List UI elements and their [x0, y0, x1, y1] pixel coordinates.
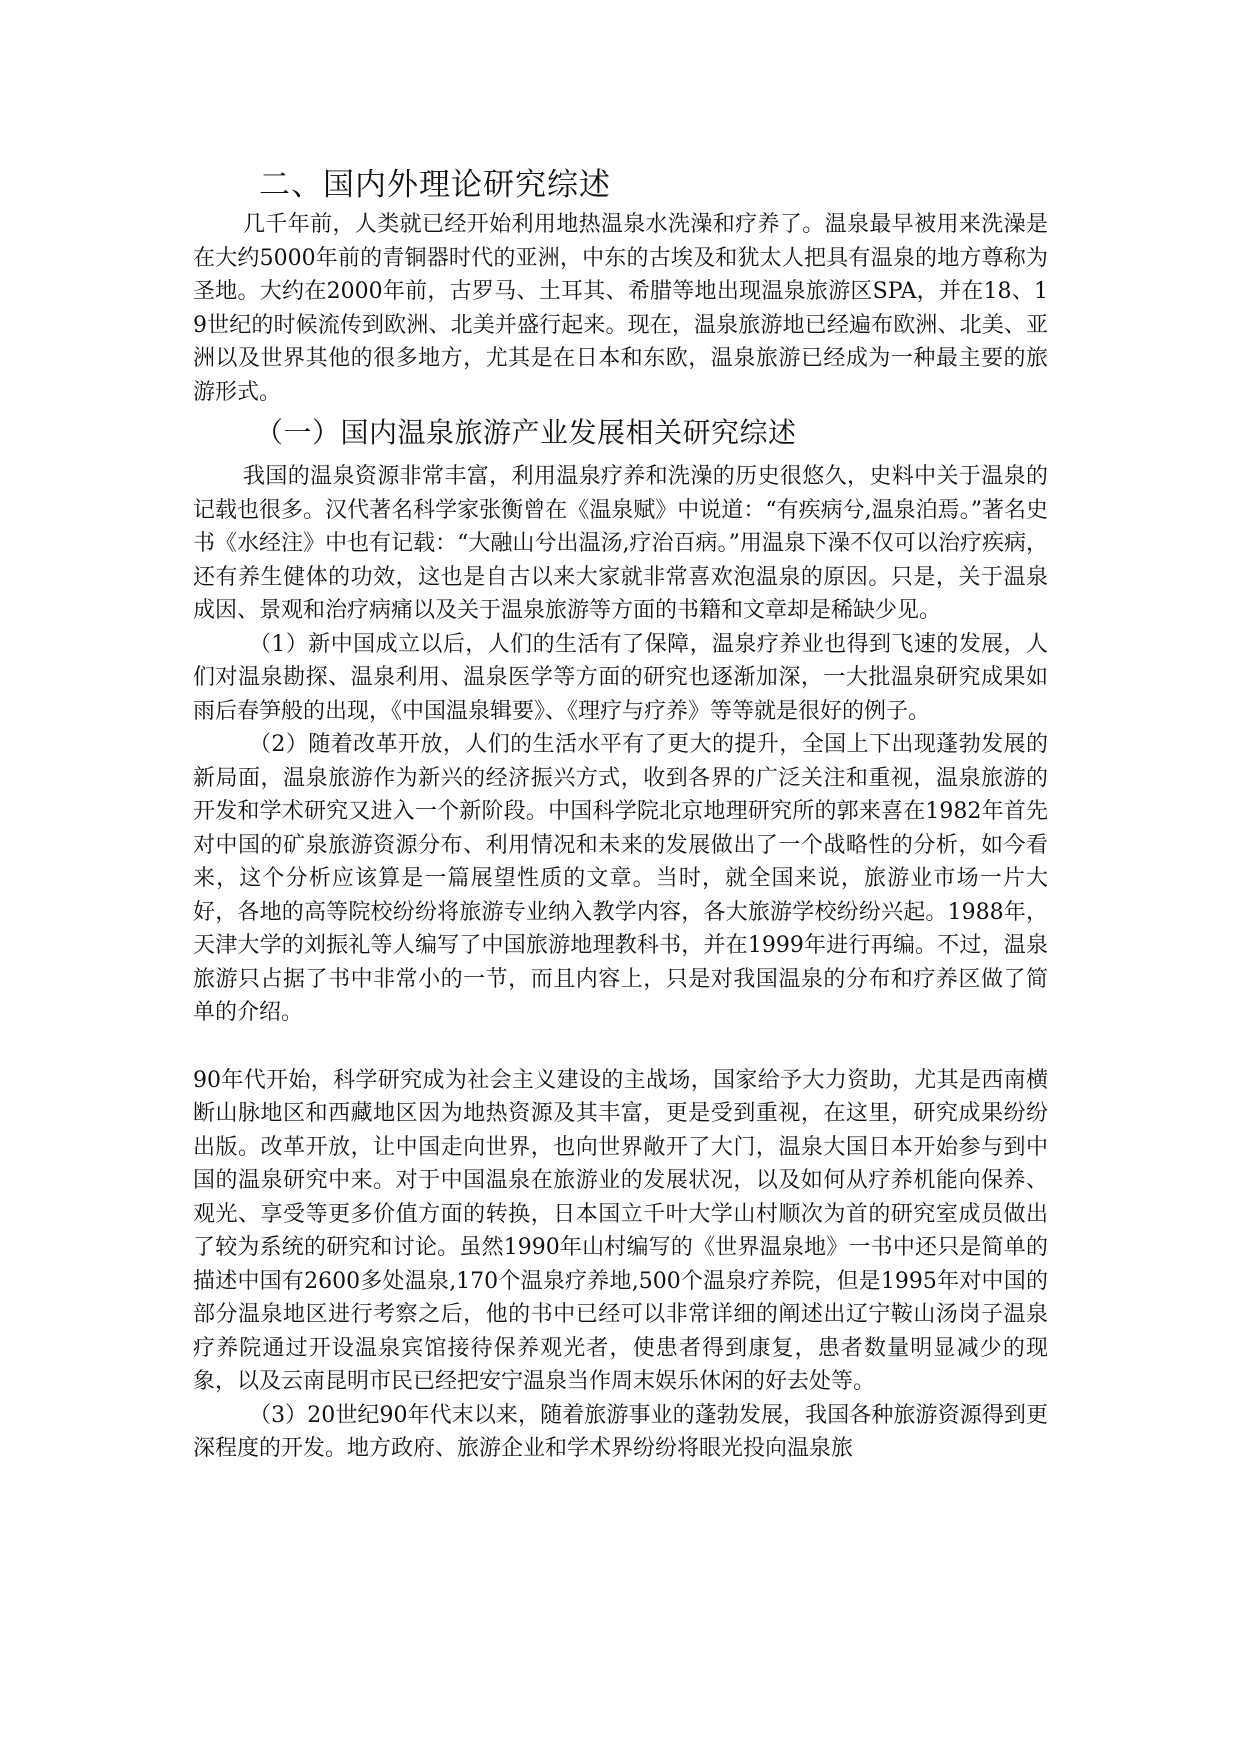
page-content: [193, 165, 1048, 1466]
item-2-paragraph: （2）随着改革开放，人们的生活水平有了更大的提升，全国上下出现蓬勃发展的新局面，温泉旅游作为新兴的经济振兴方式，收到各界的广泛关注和重视，温泉旅游的开发和学术研究又进入一个新阶段。中国科学院北京地理研究所的郭来喜在1982年首先对中国的矿泉旅游资源分布、利用情况和未来的发展做出了一个战略性的分析，如今看来，这个分析应该算是一篇展望性质的文章。当时，就全国来说，旅游业市场一片大好，各地的高等院校纷纷将旅游专业纳入教学内容，各大旅游学校纷纷兴起。1988年，天津大学的刘振礼等人编写了中国旅游地理教科书，并在1999年进行再编。不过，温泉旅游只占据了书中非常小的一节，而且内容上，只是对我国温泉的分布和疗养区做了简单的介绍。: [193, 732, 1048, 1025]
domestic-paragraph: 我国的温泉资源非常丰富，利用温泉疗养和洗澡的历史很悠久，史料中关于温泉的记载也很多。汉代著名科学家张衡曾在《温泉赋》中说道：“有疾病兮,温泉泊焉。”著名史书《水经注》中也有记载：“大融山兮出温汤,疗治百病。”用温泉下澡不仅可以治疗疾病，还有养生健体的功效，这也是自古以来大家就非常喜欢泡温泉的原因。只是，关于温泉成因、景观和治疗病痛以及关于温泉旅游等方面的书籍和文章却是稀缺少见。: [193, 464, 1048, 623]
nineties-paragraph: 90年代开始，科学研究成为社会主义建设的主战场，国家给予大力资助，尤其是西南横断山脉地区和西藏地区因为地热资源及其丰富，更是受到重视，在这里，研究成果纷纷出版。改革开放，让中国走向世界，也向世界敞开了大门，温泉大国日本开始参与到中国的温泉研究中来。对于中国温泉在旅游业的发展状况，以及如何从疗养机能向保养、观光、享受等更多价值方面的转换，日本国立千叶大学山村顺次为首的研究室成员做出了较为系统的研究和讨论。虽然1990年山村编写的《世界温泉地》一书中还只是简单的描述中国有2600多处温泉,170个温泉疗养地,500个温泉疗养院，但是1995年对中国的部分温泉地区进行考察之后，他的书中已经可以非常详细的阐述出辽宁鞍山汤岗子温泉疗养院通过开设温泉宾馆接待保养观光者，使患者得到康复，患者数量明显减少的现象，以及云南昆明市民已经把安宁温泉当作周末娱乐休闲的好去处等。: [193, 1067, 1048, 1394]
paragraph-gap: [193, 1030, 1048, 1064]
intro-paragraph: 几千年前，人类就已经开始利用地热温泉水洗澡和疗养了。温泉最早被用来洗澡是在大约5000年前的青铜器时代的亚洲，中东的古埃及和犹太人把具有温泉的地方尊称为圣地。大约在2000年前，古罗马、土耳其、希腊等地出现温泉旅游区SPA，并在18、19世纪的时候流传到欧洲、北美并盛行起来。现在，温泉旅游地已经遍布欧洲、北美、亚洲以及世界其他的很多地方，尤其是在日本和东欧，温泉旅游已经成为一种最主要的旅游形式。: [193, 212, 1048, 405]
section-heading: 二、国内外理论研究综述: [259, 167, 611, 203]
item-1-paragraph: （1）新中国成立以后，人们的生活有了保障，温泉疗养业也得到飞速的发展，人们对温泉勘探、温泉利用、温泉医学等方面的研究也逐渐加深，一大批温泉研究成果如雨后春笋般的出现，《中国温泉辑要》、《理疗与疗养》等等就是很好的例子。: [193, 631, 1048, 724]
subsection-heading: （一）国内温泉旅游产业发展相关研究综述: [255, 416, 797, 449]
item-3-paragraph: （3）20世纪90年代末以来，随着旅游事业的蓬勃发展，我国各种旅游资源得到更深程度的开发。地方政府、旅游企业和学术界纷纷将眼光投向温泉旅: [193, 1402, 1048, 1461]
